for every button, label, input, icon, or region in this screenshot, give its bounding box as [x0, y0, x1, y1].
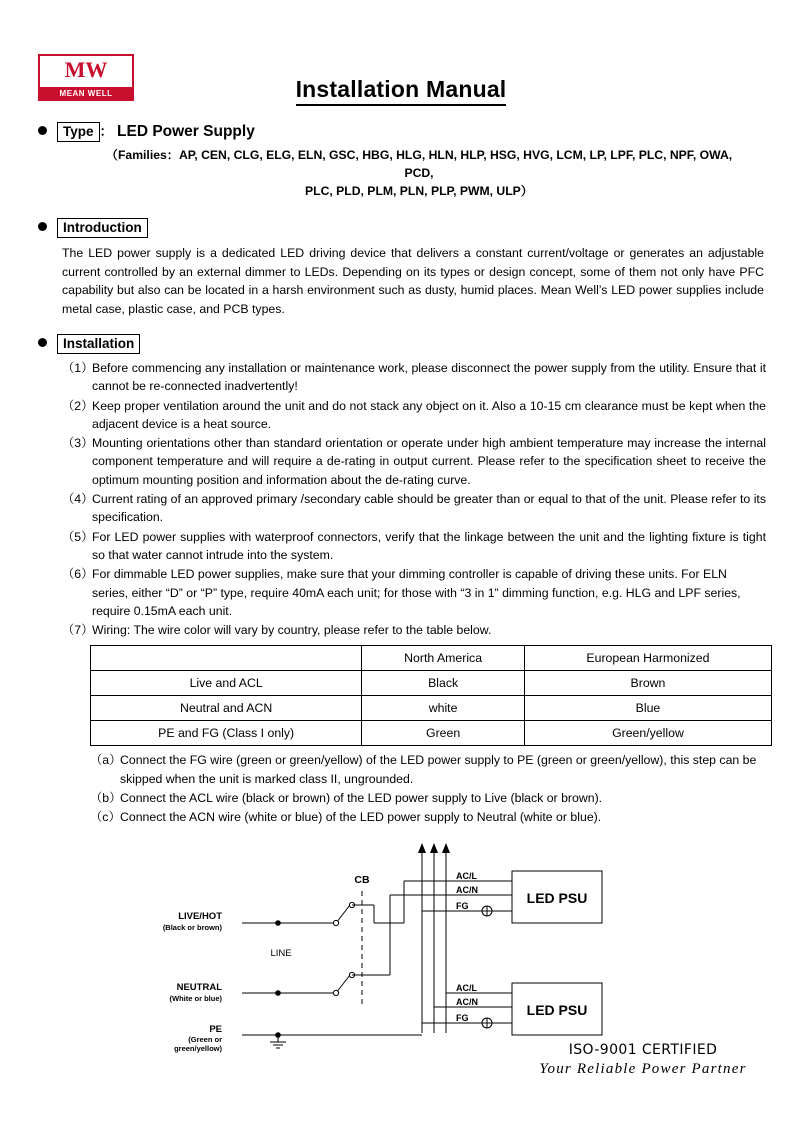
- table-cell: Brown: [524, 671, 771, 696]
- type-separator: ：: [99, 124, 114, 139]
- live-label: LIVE/HOT: [178, 910, 222, 922]
- table-cell: Neutral and ACN: [91, 696, 362, 721]
- logo-mark: MW: [64, 57, 108, 82]
- table-header-cell: North America: [362, 646, 525, 671]
- terminal-acl-2: AC/L: [456, 982, 477, 993]
- list-item-text: Current rating of an approved primary /secondary cable should be greater than or equal to that of the unit. Please refer to its specification.: [92, 492, 766, 525]
- table-cell: Green: [362, 721, 525, 746]
- type-label: Type: [57, 122, 100, 142]
- logo-brand: MEAN WELL: [40, 87, 132, 101]
- list-item-text: For LED power supplies with waterproof connectors, verify that the linkage between the unit and the lighting fixture is tight so that water cannot intrude into the system.: [92, 529, 766, 562]
- iso-certification: ISO-9001 CERTIFIED: [568, 1042, 718, 1058]
- list-item-text: Connect the FG wire (green or green/yellow) of the LED power supply to PE (green or green/yellow), this step can be skipped when the unit is marked class II, ungrounded.: [120, 753, 757, 786]
- page-content: [0, 120, 802, 1058]
- table-cell: Black: [362, 671, 525, 696]
- list-item-number: （4）: [62, 492, 94, 507]
- table-header-cell: European Harmonized: [524, 646, 771, 671]
- list-item-text: Connect the ACN wire (white or blue) of the LED power supply to Neutral (white or blue).: [120, 810, 602, 825]
- list-item-number: （2）: [62, 398, 94, 413]
- table-row: [91, 671, 772, 696]
- page-header: [0, 0, 802, 102]
- live-sublabel: (Black or brown): [162, 922, 222, 932]
- type-row: [38, 120, 770, 142]
- list-item-text: Mounting orientations other than standard orientation or operate under high ambient temperature may increase the internal component temperature and will require a de-rating in output current. Please refer to the specification sheet to receive the optimum mounting position and information about the de-rating curve.: [92, 436, 766, 487]
- installation-heading: Installation: [57, 334, 140, 354]
- table-cell: Blue: [524, 696, 771, 721]
- table-header-row: [91, 646, 772, 671]
- list-item: [62, 490, 770, 527]
- psu-box-label-2: LED PSU: [526, 1001, 588, 1018]
- terminal-acn-1: AC/N: [456, 884, 478, 895]
- page-title: [0, 76, 802, 103]
- wire-color-table: [90, 645, 772, 746]
- list-item: [62, 528, 770, 565]
- table-header-cell: [91, 646, 362, 671]
- bullet-icon: [38, 126, 47, 135]
- list-item-text: Wiring: The wire color will vary by country, please refer to the table below.: [92, 623, 492, 638]
- list-item-text: Keep proper ventilation around the unit and do not stack any object on it. Also a 10-15 cm clearance must be kept when the adjacent device is a heat source.: [92, 398, 766, 431]
- list-item-number: （6）: [62, 567, 94, 582]
- list-item-number: （c）: [90, 810, 121, 825]
- list-item: [62, 621, 770, 639]
- list-item: [90, 808, 770, 826]
- pe-label: PE: [209, 1023, 222, 1035]
- table-row: [91, 721, 772, 746]
- introduction-row: [38, 218, 770, 238]
- list-item-number: （3）: [62, 436, 94, 451]
- list-item-text: Connect the ACL wire (black or brown) of the LED power supply to Live (black or brown).: [120, 791, 603, 806]
- list-item: [90, 789, 770, 807]
- psu-box-label-1: LED PSU: [526, 889, 588, 906]
- cb-label: CB: [354, 873, 370, 886]
- list-item: [62, 397, 770, 434]
- type-value: LED Power Supply: [117, 123, 255, 140]
- wiring-sublist: [90, 751, 770, 826]
- families-block: [38, 146, 770, 200]
- terminal-fg-2: FG: [456, 1012, 469, 1023]
- families-prefix: （Families：: [105, 148, 179, 162]
- company-slogan: Your Reliable Power Partner: [539, 1061, 747, 1077]
- terminal-fg-1: FG: [456, 900, 469, 911]
- list-item-number: （7）: [62, 623, 94, 638]
- neutral-sublabel: (White or blue): [169, 993, 222, 1003]
- table-cell: Green/yellow: [524, 721, 771, 746]
- list-item: [62, 359, 770, 396]
- table-row: [91, 696, 772, 721]
- installation-list: [62, 359, 770, 639]
- installation-row: [38, 334, 770, 354]
- neutral-label: NEUTRAL: [176, 981, 222, 993]
- introduction-heading: Introduction: [57, 218, 148, 238]
- list-item: [62, 434, 770, 489]
- page-title-text: Installation Manual: [296, 76, 507, 106]
- bullet-icon: [38, 338, 47, 347]
- families-line-1: AP, CEN, CLG, ELG, ELN, GSC, HBG, HLG, HLN, HLP, HSG, HVG, LCM, LP, LPF, PLC, NPF, OWA, PCD,: [178, 148, 733, 180]
- list-item: [90, 751, 770, 788]
- list-item-number: （5）: [62, 529, 94, 544]
- list-item-text: For dimmable LED power supplies, make sure that your dimming controller is capable of driving these units. For ELN series, either “D” or “P” type, require 40mA each unit; for those with “3 in 1” dimming function, e.g. HLG and LPF series, require 0.15mA each unit.: [92, 567, 741, 618]
- list-item-number: （1）: [62, 361, 94, 375]
- list-item-number: （b）: [90, 791, 122, 806]
- terminal-acl-1: AC/L: [456, 870, 477, 881]
- line-label: LINE: [270, 947, 292, 959]
- terminal-acn-2: AC/N: [456, 996, 478, 1007]
- introduction-text: The LED power supply is a dedicated LED driving device that delivers a constant current/voltage or generates an adjustable current controlled by an external dimmer to LEDs. Depending on its types or design concept, some of them not only have PFC capability but also can be located in a harsh environment such as dusty, humid places. Mean Well’s LED power supplies include metal case, plastic case, and PCB types.: [62, 246, 764, 316]
- families-line-2: PLC, PLD, PLM, PLN, PLP, PWM, ULP）: [305, 184, 533, 198]
- table-cell: white: [362, 696, 525, 721]
- list-item: [62, 565, 770, 620]
- pe-sublabel-1: (Green or: [188, 1034, 222, 1044]
- list-item-text: Before commencing any installation or maintenance work, please disconnect the power supply from the utility. Ensure that it cannot be re-connected inadvertently!: [92, 361, 766, 394]
- list-item-number: （a）: [90, 753, 122, 768]
- bullet-icon: [38, 222, 47, 231]
- table-cell: Live and ACL: [91, 671, 362, 696]
- pe-sublabel-2: green/yellow): [174, 1043, 222, 1053]
- footer: [518, 1042, 768, 1078]
- wiring-diagram: [74, 843, 734, 1058]
- table-cell: PE and FG (Class I only): [91, 721, 362, 746]
